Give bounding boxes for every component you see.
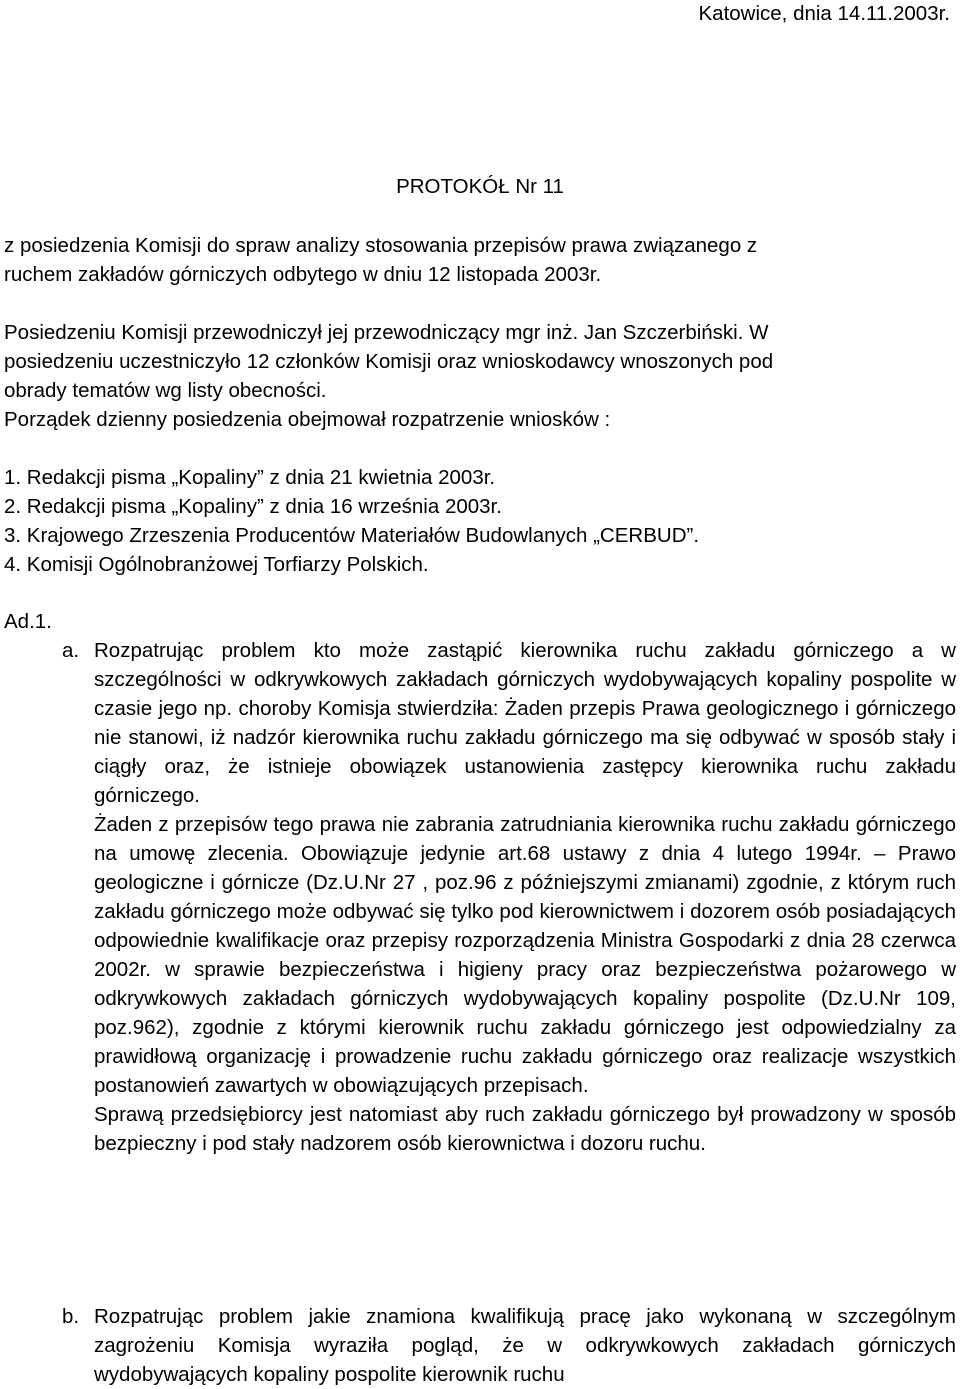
intro-paragraph-2 (4, 318, 956, 434)
item-b-paragraph-1: Rozpatrując problem jakie znamiona kwalifikują pracę jako wykonaną w szczególnym zagrożeniu Komisja wyraziła pogląd, że w odkrywkowych zakładach górniczych wydobywających kopaliny pospolite kierownik ruchu (94, 1305, 956, 1386)
agenda-item-4: 4. Komisji Ogólnobranżowej Torfiarzy Polskich. (4, 553, 429, 576)
item-a-paragraph-1: Rozpatrując problem kto może zastąpić kierownika ruchu zakładu górniczego a w szczególności w odkrywkowych zakładach górniczych wydobywających kopaliny pospolite w czasie jego np. choroby Komisja stwierdziła: Żaden przepis Prawa geologicznego i górniczego nie stanowi, iż nadzór kierownika ruchu zakładu górniczego ma się odbywać w sposób stały i ciągły oraz, że istnieje obowiązek ustanowienia zastępcy kierownika ruchu zakładu górniczego. (94, 639, 956, 807)
section-item-a (62, 636, 956, 1158)
intro-paragraph-2-line-1: Posiedzeniu Komisji przewodniczył jej przewodniczący mgr inż. Jan Szczerbiński. W (4, 321, 769, 344)
item-a-paragraph-2: Żaden z przepisów tego prawa nie zabrania zatrudniania kierownika ruchu zakładu górniczego na umowę zlecenia. Obowiązuje jedynie art.68 ustawy z dnia 4 lutego 1994r. – Prawo geologiczne i górnicze (Dz.U.Nr 27 , poz.96 z późniejszymi zmianami) zgodnie, z którym ruch zakładu górniczego może odbywać się tylko pod kierownictwem i dozorem osób posiadających odpowiednie kwalifikacje oraz przepisy rozporządzenia Ministra Gospodarki z dnia 28 czerwca 2002r. w sprawie bezpieczeństwa i higieny pracy oraz bezpieczeństwa pożarowego w odkrywkowych zakładach górniczych wydobywających kopaliny pospolite (Dz.U.Nr 109, poz.962), zgodnie z którymi kierownik ruchu zakładu górniczego jest odpowiedzialny za prawidłową organizację i prowadzenie ruchu zakładu górniczego oraz realizacje wszystkich postanowień zawartych w obowiązujących przepisach. (94, 813, 956, 1097)
section-item-b (62, 1302, 956, 1389)
agenda-item-1: 1. Redakcji pisma „Kopaliny” z dnia 21 kwietnia 2003r. (4, 466, 496, 489)
agenda-item-2: 2. Redakcji pisma „Kopaliny” z dnia 16 września 2003r. (4, 495, 502, 518)
item-b-label: b. (62, 1305, 80, 1328)
intro-paragraph-2-line-3: obrady tematów wg listy obecności. (4, 379, 327, 402)
intro-paragraph-1-line-1: z posiedzenia Komisji do spraw analizy stosowania przepisów prawa związanego z (4, 234, 758, 257)
item-a-paragraph-3: Sprawą przedsiębiorcy jest natomiast aby ruch zakładu górniczego był prowadzony w sposób bezpieczny i pod stały nadzorem osób kierownictwa i dozoru ruchu. (94, 1103, 956, 1155)
intro-paragraph-1 (4, 231, 956, 289)
section-heading-ad1: Ad.1. (4, 610, 52, 633)
intro-paragraph-1-line-2: ruchem zakładów górniczych odbytego w dniu 12 listopada 2003r. (4, 263, 602, 286)
agenda-list (4, 463, 699, 579)
item-a-label: a. (62, 639, 80, 662)
item-b-text (94, 1302, 956, 1389)
intro-paragraph-2-line-2: posiedzeniu uczestniczyło 12 członków Komisji oraz wnioskodawcy wnoszonych pod (4, 350, 774, 373)
item-a-text (94, 636, 956, 1158)
document-title: PROTOKÓŁ Nr 11 (396, 175, 564, 198)
document-date: Katowice, dnia 14.11.2003r. (698, 2, 950, 25)
agenda-item-3: 3. Krajowego Zrzeszenia Producentów Materiałów Budowlanych „CERBUD”. (4, 524, 700, 547)
agenda-intro: Porządek dzienny posiedzenia obejmował rozpatrzenie wniosków : (4, 408, 611, 431)
